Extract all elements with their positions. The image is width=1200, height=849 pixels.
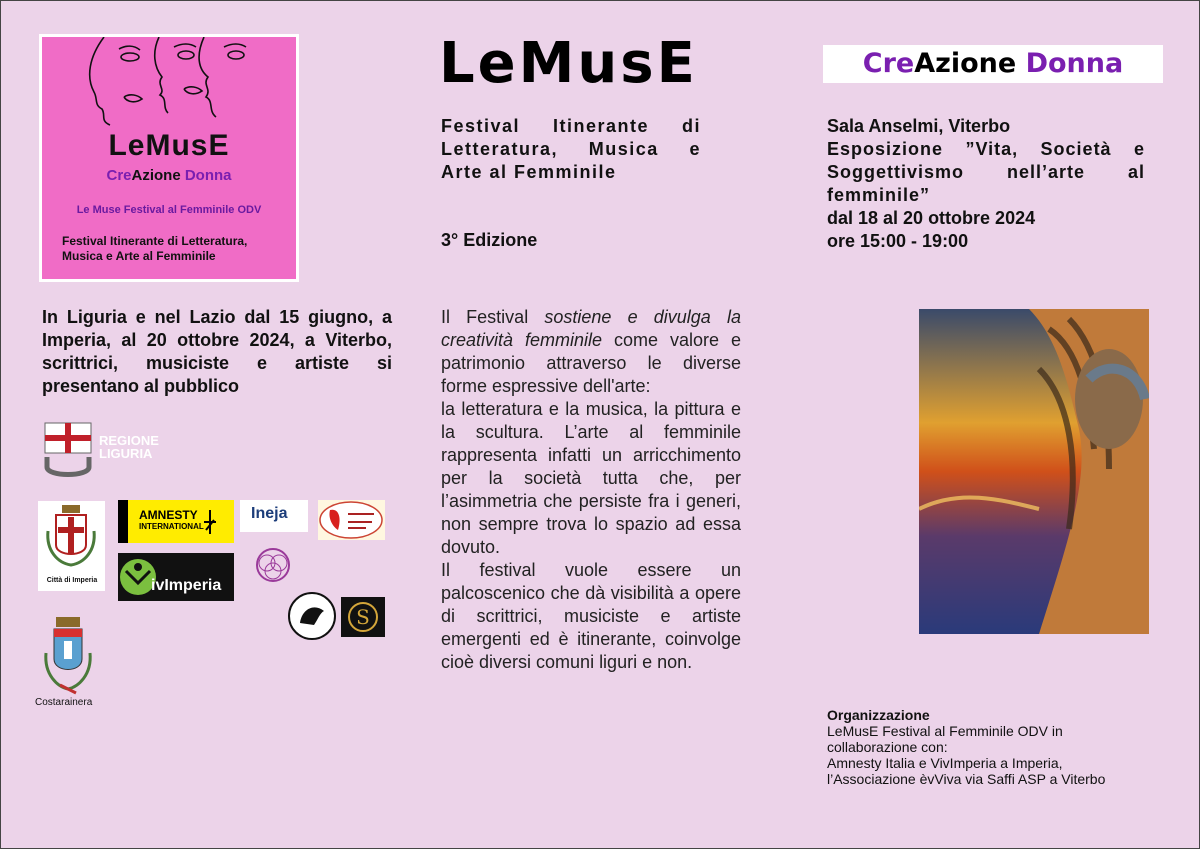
faces-illustration [64, 37, 274, 132]
poster-description: Festival Itinerante di Letteratura, Musica e Arte al Femminile [62, 234, 248, 263]
event-info: Sala Anselmi, Viterbo Esposizione ”Vita, Società e Soggettivismo nell’arte al femminile” dal 18 al 20 ottobre 2024 ore 15:00 - 19:00 [827, 116, 1145, 251]
s-logo [341, 597, 385, 637]
organization-line: Amnesty Italia e VivImperia a Imperia, [827, 755, 1063, 771]
festival-poster [39, 34, 299, 282]
svg-text:S: S [356, 605, 370, 629]
ineja-label: Ineja [251, 505, 288, 522]
chili-pepper-icon [318, 500, 385, 540]
body-text: Il Festival sostiene e divulga la creatività femminile come valore e patrimonio attraverso le diverse forme espressive dell'arte: la letteratura e la musica, la pittura e la scultura. L’arte al femminile rappresenta infatti un arricchimento per la società tutta che, per l’asimmetria che persiste fra i generi, non sempre trova lo spazio ad essa dovuto. Il festival vuole essere un palcoscenico che dà visibilità a opere di scrittrici, musiciste e artiste emergenti ed è itinerante, coinvolge cioè diversi comuni liguri e non. [441, 307, 742, 672]
vivimperia-label: ivImperia [151, 577, 222, 594]
amnesty-label: AMNESTY INTERNATIONAL [139, 508, 204, 531]
organization-line: LeMusE Festival al Femminile ODV in [827, 723, 1063, 739]
creazione-donna-banner: CreAzione Donna [823, 45, 1163, 83]
organization-heading: Organizzazione [827, 707, 930, 723]
organization-line: l’Associazione èvViva via Saffi ASP a Viterbo [827, 771, 1106, 787]
citta-di-imperia-label: Città di Imperia [46, 577, 98, 584]
imperia-crest-icon [38, 501, 105, 575]
association-dog-logo [284, 591, 340, 641]
organization-info [827, 707, 1147, 787]
edition-label: 3° Edizione [441, 230, 538, 250]
poster-title: LeMusE [108, 129, 230, 162]
regione-liguria-label: REGIONE LIGURIA [99, 433, 159, 461]
poster-odv: Le Muse Festival al Femminile ODV [76, 204, 262, 216]
s-letter-icon [341, 597, 385, 637]
organization-line: collaborazione con: [827, 739, 948, 755]
painting-image [919, 309, 1149, 634]
costarainera-crest [38, 613, 98, 695]
pepper-logo [318, 500, 385, 540]
main-title: LeMusE [439, 31, 698, 96]
poster-subtitle: CreAzione Donna [106, 167, 232, 184]
costarainera-label: Costarainera [35, 697, 93, 708]
libere-sinergie-logo [251, 545, 296, 590]
festival-description: Festival Itinerante di Letteratura, Musica e Arte al Femminile [441, 116, 701, 182]
intro-text: In Liguria e nel Lazio dal 15 giugno, a Imperia, al 20 ottobre 2024, a Viterbo, scrittrici, musiciste e artiste si presentano al pubblico [42, 307, 392, 396]
